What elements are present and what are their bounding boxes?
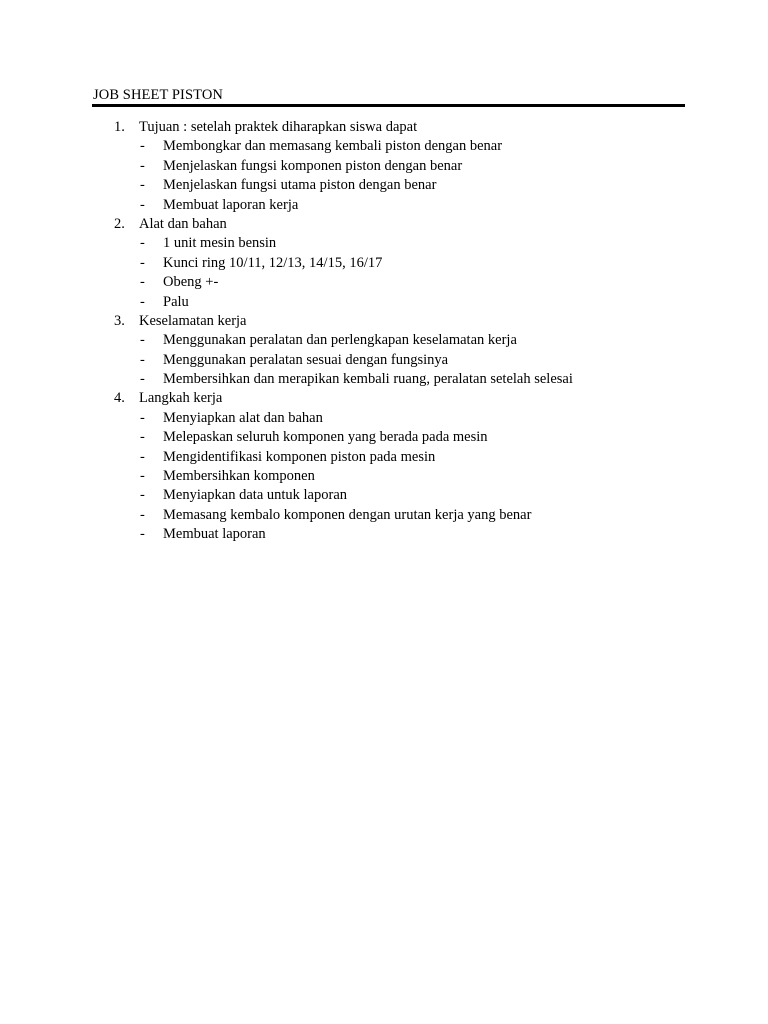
document-title: JOB SHEET PISTON: [93, 87, 223, 103]
list-item-text: Membersihkan komponen: [163, 468, 315, 485]
list-item-text: Membongkar dan memasang kembali piston dengan benar: [163, 138, 503, 155]
bullet-dash: -: [140, 254, 145, 271]
list-item: [0, 409, 768, 428]
section-langkah-kerja: [0, 389, 768, 544]
list-item: [0, 293, 768, 312]
list-item-text: Membuat laporan: [163, 526, 266, 543]
title-underline: [92, 104, 685, 107]
section-heading-line: [0, 312, 768, 331]
list-item: [0, 448, 768, 467]
section-heading-line: [0, 118, 768, 137]
list-item: [0, 486, 768, 505]
bullet-dash: -: [140, 506, 145, 523]
section-number: 3.: [114, 312, 125, 329]
bullet-dash: -: [140, 409, 145, 426]
document-body: [0, 118, 768, 545]
list-item: [0, 525, 768, 544]
list-item: [0, 351, 768, 370]
section-alat-dan-bahan: [0, 215, 768, 312]
list-item-text: Melepaskan seluruh komponen yang berada pada mesin: [163, 429, 488, 446]
list-item: [0, 176, 768, 195]
list-item-text: Obeng +-: [163, 274, 219, 291]
list-item: [0, 157, 768, 176]
list-item-text: Menyiapkan data untuk laporan: [163, 487, 348, 504]
list-item: [0, 370, 768, 389]
section-keselamatan-kerja: [0, 312, 768, 390]
list-item-text: Menyiapkan alat dan bahan: [163, 409, 323, 426]
section-number: 1.: [114, 119, 125, 135]
bullet-dash: -: [140, 351, 145, 368]
section-heading-line: [0, 389, 768, 408]
list-item-text: Menjelaskan fungsi utama piston dengan benar: [163, 177, 437, 194]
bullet-dash: -: [140, 196, 145, 213]
bullet-dash: -: [140, 274, 145, 291]
section-heading-line: [0, 215, 768, 234]
bullet-dash: -: [140, 468, 145, 485]
list-item: [0, 428, 768, 447]
bullet-dash: -: [140, 526, 145, 543]
list-item: [0, 331, 768, 350]
list-item: [0, 196, 768, 215]
bullet-dash: -: [140, 332, 145, 349]
list-item-text: 1 unit mesin bensin: [163, 235, 277, 252]
bullet-dash: -: [140, 448, 145, 465]
section-heading: Alat dan bahan: [139, 215, 227, 232]
list-item: [0, 137, 768, 156]
list-item-text: Kunci ring 10/11, 12/13, 14/15, 16/17: [163, 254, 383, 271]
bullet-dash: -: [140, 429, 145, 446]
list-item-text: Palu: [163, 293, 189, 310]
list-item-text: Membuat laporan kerja: [163, 196, 299, 213]
list-item-text: Menggunakan peralatan dan perlengkapan keselamatan kerja: [163, 332, 517, 349]
section-tujuan: [0, 118, 768, 215]
section-number: 2.: [114, 215, 125, 232]
section-heading: Tujuan : setelah praktek diharapkan siswa dapat: [139, 119, 418, 135]
list-item-text: Menggunakan peralatan sesuai dengan fungsinya: [163, 351, 449, 368]
list-item: [0, 234, 768, 253]
list-item: [0, 467, 768, 486]
list-item-text: Mengidentifikasi komponen piston pada mesin: [163, 448, 436, 465]
bullet-dash: -: [140, 235, 145, 252]
list-item-text: Membersihkan dan merapikan kembali ruang, peralatan setelah selesai: [163, 371, 573, 388]
list-item-text: Memasang kembalo komponen dengan urutan kerja yang benar: [163, 506, 532, 523]
list-item: [0, 254, 768, 273]
bullet-dash: -: [140, 371, 145, 388]
bullet-dash: -: [140, 487, 145, 504]
section-heading: Langkah kerja: [139, 390, 223, 407]
bullet-dash: -: [140, 293, 145, 310]
bullet-dash: -: [140, 138, 145, 155]
list-item: [0, 506, 768, 525]
section-number: 4.: [114, 390, 125, 407]
list-item-text: Menjelaskan fungsi komponen piston dengan benar: [163, 157, 463, 174]
section-heading: Keselamatan kerja: [139, 312, 247, 329]
bullet-dash: -: [140, 177, 145, 194]
bullet-dash: -: [140, 157, 145, 174]
list-item: [0, 273, 768, 292]
